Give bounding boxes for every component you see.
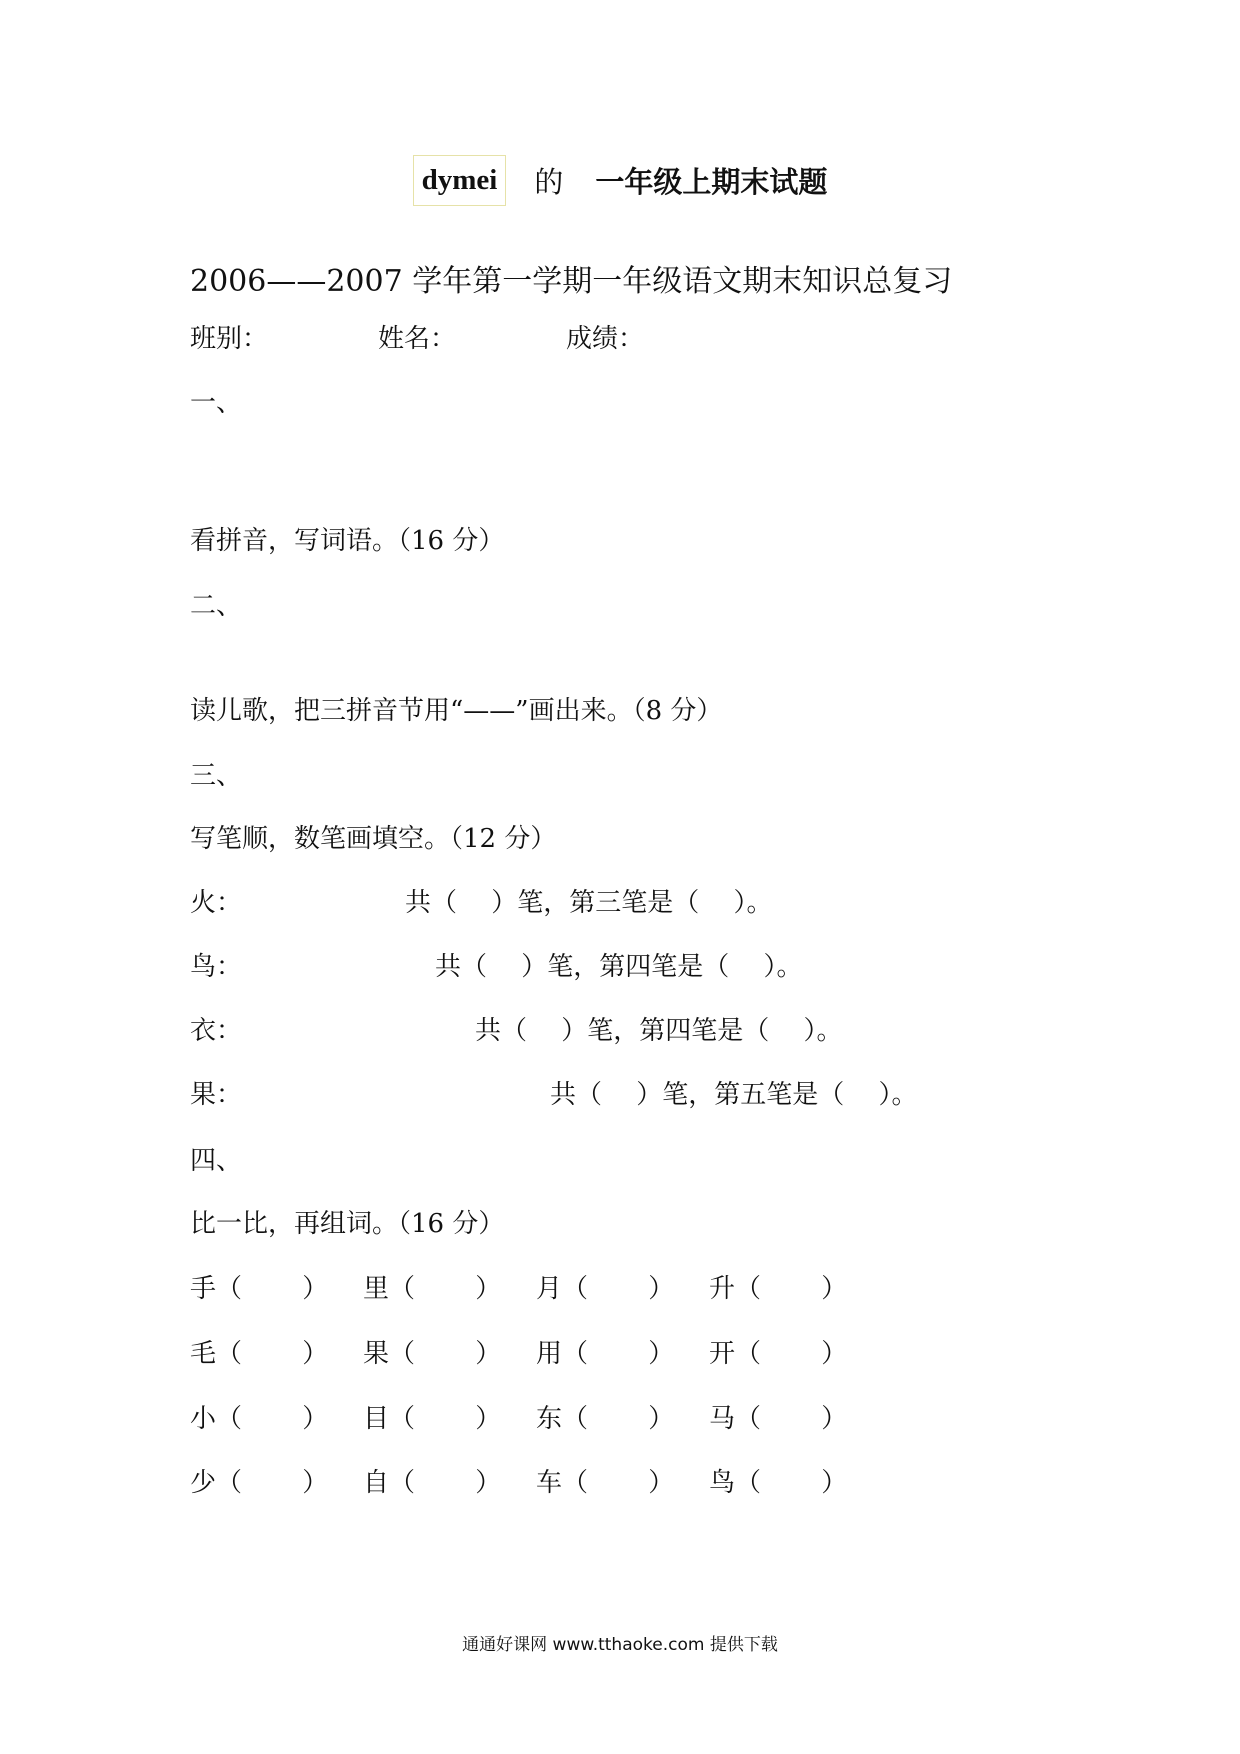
word-cell: 自（ ） (363, 1468, 502, 1498)
section-3-number: 三、 (190, 761, 243, 791)
section-4-number: 四、 (190, 1146, 243, 1176)
section-1-instruction: 看拼音，写词语。（16 分） (190, 526, 505, 556)
stroke-char: 果： (190, 1080, 243, 1110)
section-2-number: 二、 (190, 591, 243, 621)
section-2-instruction: 读儿歌，把三拼音节用“——”画出来。（8 分） (190, 696, 723, 726)
subtitle: 2006——2007 学年第一学期一年级语文期末知识总复习 (190, 264, 953, 299)
word-cell: 果（ ） (363, 1339, 502, 1369)
stroke-char: 鸟： (190, 952, 243, 982)
word-cell: 升（ ） (709, 1274, 848, 1304)
stroke-question: 共（ ）笔，第三笔是（ ）。 (405, 888, 773, 918)
section-3-instruction: 写笔顺，数笔画填空。（12 分） (190, 824, 557, 854)
class-label: 班别： (190, 324, 269, 354)
word-cell: 里（ ） (363, 1274, 502, 1304)
document-title (0, 155, 1240, 206)
name-label: 姓名： (378, 324, 457, 354)
stroke-question: 共（ ）笔，第四笔是（ ）。 (435, 952, 803, 982)
word-cell: 小（ ） (190, 1404, 329, 1434)
student-info-row (190, 318, 644, 355)
author-name-box: dymei (413, 155, 507, 206)
word-cell: 少（ ） (190, 1468, 329, 1498)
stroke-char: 衣： (190, 1016, 243, 1046)
word-cell: 东（ ） (536, 1404, 675, 1434)
score-label: 成绩： (566, 324, 645, 354)
word-cell: 目（ ） (363, 1404, 502, 1434)
word-cell: 马（ ） (709, 1404, 848, 1434)
word-cell: 开（ ） (709, 1339, 848, 1369)
word-cell: 手（ ） (190, 1274, 329, 1304)
title-particle: 的 (534, 165, 564, 199)
word-cell: 车（ ） (536, 1468, 675, 1498)
section-1-number: 一、 (190, 388, 243, 418)
footer-source: 通通好课网 www.tthaoke.com 提供下载 (462, 1635, 778, 1655)
word-cell: 毛（ ） (190, 1339, 329, 1369)
word-cell: 月（ ） (536, 1274, 675, 1304)
word-cell: 鸟（ ） (709, 1468, 848, 1498)
title-text: 一年级上期末试题 (595, 165, 828, 199)
word-cell: 用（ ） (536, 1339, 675, 1369)
stroke-question: 共（ ）笔，第五笔是（ ）。 (550, 1080, 918, 1110)
stroke-question: 共（ ）笔，第四笔是（ ）。 (475, 1016, 843, 1046)
section-4-instruction: 比一比，再组词。（16 分） (190, 1209, 505, 1239)
stroke-char: 火： (190, 888, 243, 918)
